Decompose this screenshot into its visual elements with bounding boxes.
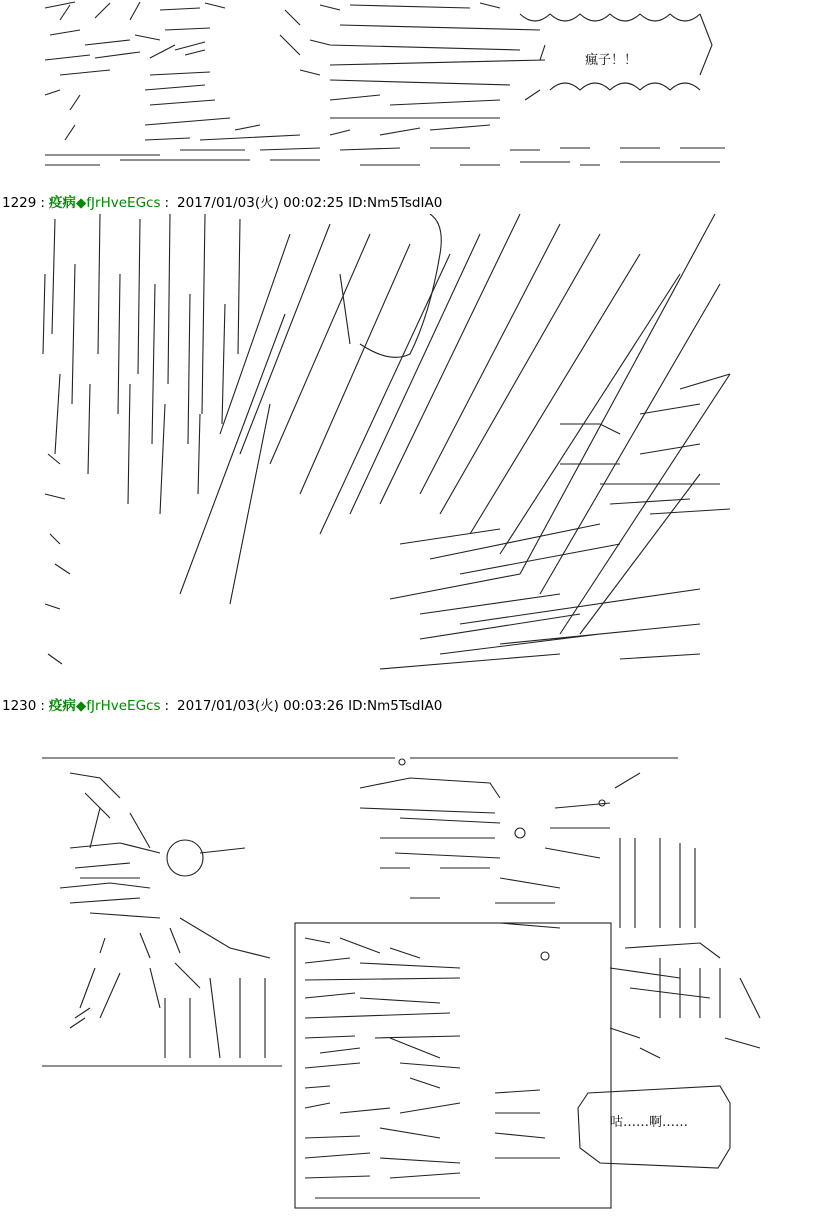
post-date: 2017/01/03(火) 00:03:26 — [177, 698, 344, 714]
speech-crazy: 瘋子！！ — [585, 53, 638, 68]
right-top-figure — [360, 773, 640, 960]
speech-gulp: 咕……啊…… — [610, 1115, 689, 1130]
panel-top-dot — [399, 759, 405, 765]
ascii-art-scene-drawing — [0, 718, 820, 1218]
ascii-art-top — [0, 0, 820, 190]
diagonal-rays — [180, 214, 730, 634]
poster-name: 疫病 — [48, 698, 76, 714]
horizontal-speedlines — [380, 374, 730, 669]
post-date: 2017/01/03(火) 00:02:25 — [177, 195, 344, 211]
poster-trip: ◆fJrHveEGcs — [75, 195, 161, 211]
post-number[interactable]: 1229 — [2, 195, 37, 211]
inset-panel — [295, 923, 611, 1208]
poster-trip: ◆fJrHveEGcs — [75, 698, 161, 714]
inset-figure — [305, 938, 480, 1198]
post-header-1230: 1230 : 疫病◆fJrHveEGcs : 2017/01/03(火) 00:03:26 ID:Nm5TsdIA0 — [2, 698, 443, 714]
ascii-art-speedlines — [0, 214, 820, 694]
swirl-curve — [360, 214, 441, 357]
ascii-art-speedlines-drawing — [0, 214, 820, 694]
right-column-figure — [610, 838, 760, 1058]
poster-name: 疫病 — [48, 195, 76, 211]
poster-id[interactable]: ID:Nm5TsdIA0 — [348, 698, 443, 714]
vertical-strokes — [43, 214, 240, 514]
post-header-1229: 1229 : 疫病◆fJrHveEGcs : 2017/01/03(火) 00:02:25 ID:Nm5TsdIA0 — [2, 195, 443, 211]
poster-id[interactable]: ID:Nm5TsdIA0 — [348, 195, 443, 211]
post-number[interactable]: 1230 — [2, 698, 37, 714]
ascii-art-top-drawing — [0, 0, 820, 190]
left-figure — [60, 773, 270, 1058]
ascii-art-scene — [0, 718, 820, 1218]
